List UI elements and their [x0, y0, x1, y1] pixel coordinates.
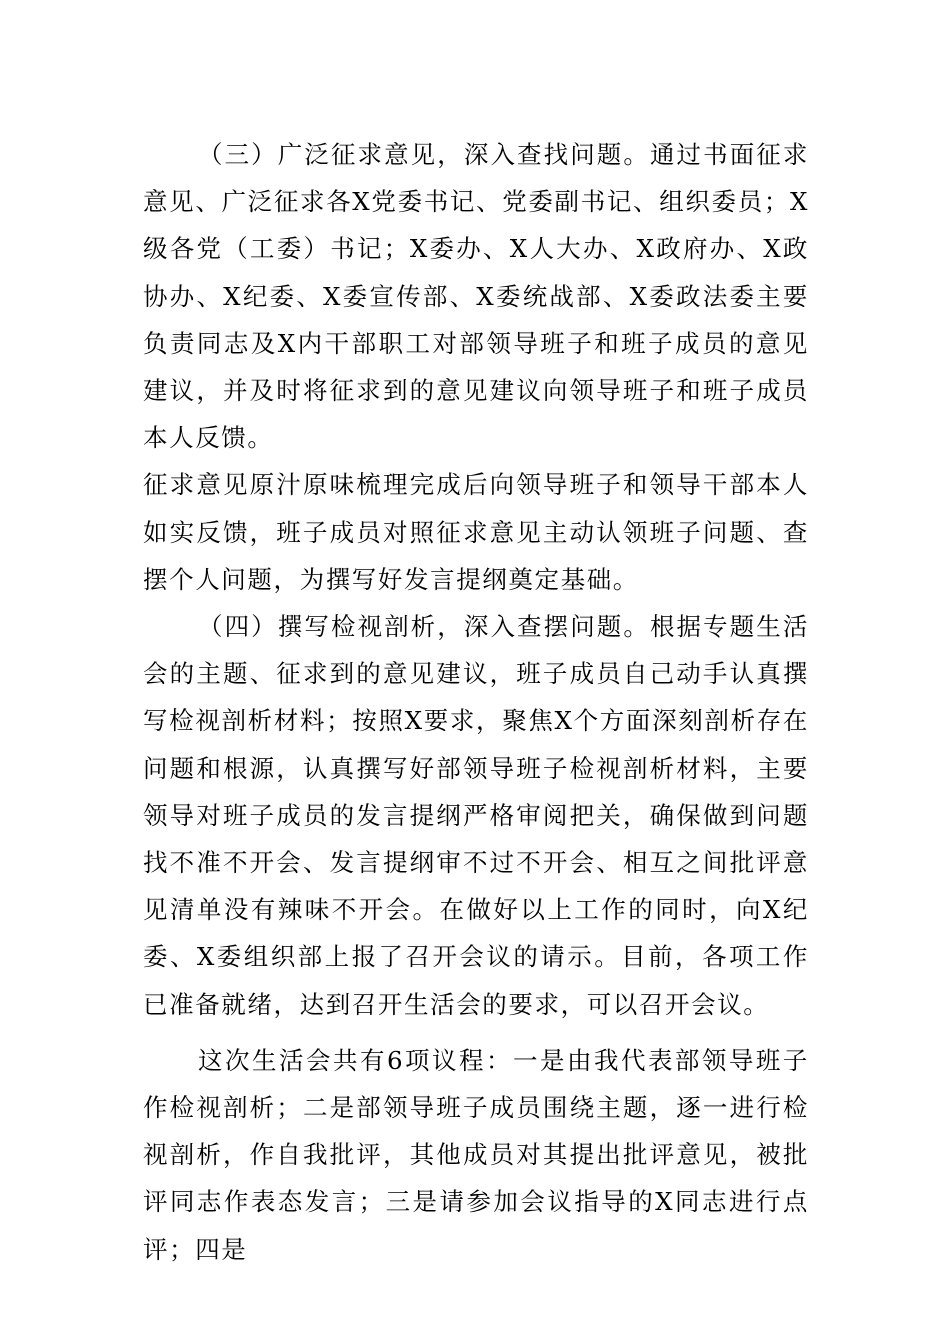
paragraph-agenda: 这次生活会共有6项议程：一是由我代表部领导班子作检视剖析；二是部领导班子成员围绕主题，逐一进行检视剖析，作自我批评，其他成员对其提出批评意见，被批评同志作表态发言；三是请参加会议指导的X同志进行点评；四是: [143, 1045, 809, 1264]
paragraph-self-examination: （四）撰写检视剖析，深入查摆问题。根据专题生活会的主题、征求到的意见建议，班子成员自己动手认真撰写检视剖析材料；按照X要求，聚焦X个方面深刻剖析存在问题和根源，认真撰写好部领导班子检视剖析材料，主要领导对班子成员的发言提纲严格审阅把关，确保做到问题找不准不开会、发言提纲审不过不开会、相互之间批评意见清单没有辣味不开会。在做好以上工作的同时，向X纪委、X委组织部上报了召开会议的请示。目前，各项工作已准备就绪，达到召开生活会的要求，可以召开会议。: [143, 612, 809, 1019]
paragraph-feedback: 征求意见原汁原味梳理完成后向领导班子和领导干部本人如实反馈，班子成员对照征求意见主动认领班子问题、查摆个人问题，为撰写好发言提纲奠定基础。: [143, 470, 809, 594]
paragraph-solicit-opinions: （三）广泛征求意见，深入查找问题。通过书面征求意见、广泛征求各X党委书记、党委副书记、组织委员；X级各党（工委）书记；X委办、X人大办、X政府办、X政协办、X纪委、X委宣传部、X委统战部、X委政法委主要负责同志及X内干部职工对部领导班子和班子成员的意见建议，并及时将征求到的意见建议向领导班子和班子成员本人反馈。: [143, 140, 809, 453]
document-body: [143, 131, 809, 1273]
